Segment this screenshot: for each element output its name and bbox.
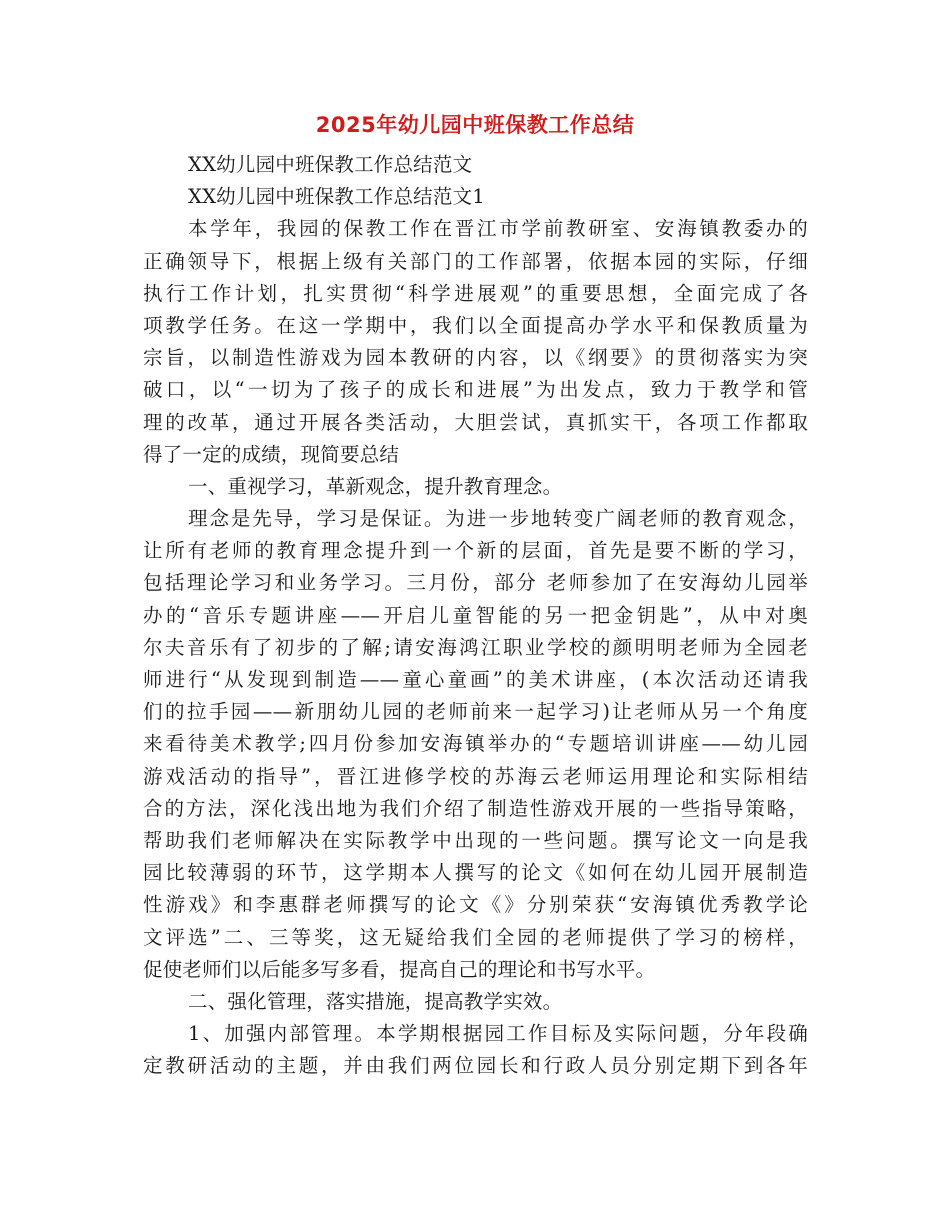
text-line: 理的改革，通过开展各类活动，大胆尝试，真抓实干，各项工作都取 xyxy=(143,410,808,434)
text-line: 性游戏》和李惠群老师撰写的论文《》分别荣获“安海镇优秀教学论 xyxy=(143,893,808,917)
text-line: 尔夫音乐有了初步的了解;请安海鸿江职业学校的颜明明老师为全园老 xyxy=(143,635,808,659)
text-line: 项教学任务。在这一学期中，我们以全面提高办学水平和保教质量为 xyxy=(143,313,808,337)
text-line: XX幼儿园中班保教工作总结范文1 xyxy=(188,185,485,209)
text-line: 破口，以“一切为了孩子的成长和进展”为出发点，致力于教学和管 xyxy=(143,378,808,402)
text-line: 促使老师们以后能多写多看，提高自己的理论和书写水平。 xyxy=(143,957,656,981)
document-body xyxy=(143,149,808,1082)
text-line: 让所有老师的教育理念提升到一个新的层面，首先是要不断的学习， xyxy=(143,539,808,563)
text-line: 包括理论学习和业务学习。三月份，部分 老师参加了在安海幼儿园举 xyxy=(143,571,808,595)
text-line: 正确领导下，根据上级有关部门的工作部署，依据本园的实际，仔细 xyxy=(143,249,808,273)
text-line: 本学年，我园的保教工作在晋江市学前教研室、安海镇教委办的 xyxy=(188,217,808,241)
text-line: 二、强化管理，落实措施，提高教学实效。 xyxy=(188,989,563,1013)
text-line: 来看待美术教学;四月份参加安海镇举办的“专题培训讲座——幼儿园 xyxy=(143,732,808,756)
text-line: 宗旨，以制造性游戏为园本教研的内容，以《纲要》的贯彻落实为突 xyxy=(143,346,808,370)
text-line: 一、重视学习，革新观念，提升教育理念。 xyxy=(188,474,563,498)
text-line: 帮助我们老师解决在实际教学中出现的一些问题。撰写论文一向是我 xyxy=(143,828,808,852)
text-line: 园比较薄弱的环节，这学期本人撰写的论文《如何在幼儿园开展制造 xyxy=(143,861,808,885)
text-line: 们的拉手园——新朋幼儿园的老师前来一起学习)让老师从另一个角度 xyxy=(143,700,808,724)
text-line: 合的方法，深化浅出地为我们介绍了制造性游戏开展的一些指导策略， xyxy=(143,796,808,820)
text-line: XX幼儿园中班保教工作总结范文 xyxy=(188,153,473,176)
text-line: 执行工作计划，扎实贯彻“科学进展观”的重要思想，全面完成了各 xyxy=(143,281,808,305)
text-line: 文评选”二、三等奖，这无疑给我们全园的老师提供了学习的榜样， xyxy=(143,925,808,949)
text-line: 定教研活动的主题，并由我们两位园长和行政人员分别定期下到各年 xyxy=(143,1054,808,1078)
text-line: 1、加强内部管理。本学期根据园工作目标及实际问题，分年段确 xyxy=(188,1022,808,1046)
document-title: 2025年幼儿园中班保教工作总结 xyxy=(315,113,635,137)
text-line: 办的“音乐专题讲座——开启儿童智能的另一把金钥匙”，从中对奥 xyxy=(143,603,808,627)
text-line: 师进行“从发现到制造——童心童画”的美术讲座，(本次活动还请我 xyxy=(143,668,808,691)
text-line: 理念是先导，学习是保证。为进一步地转变广阔老师的教育观念， xyxy=(188,507,808,531)
text-line: 游戏活动的指导”，晋江进修学校的苏海云老师运用理论和实际相结 xyxy=(143,764,808,788)
text-line: 得了一定的成绩，现简要总结 xyxy=(143,442,400,466)
